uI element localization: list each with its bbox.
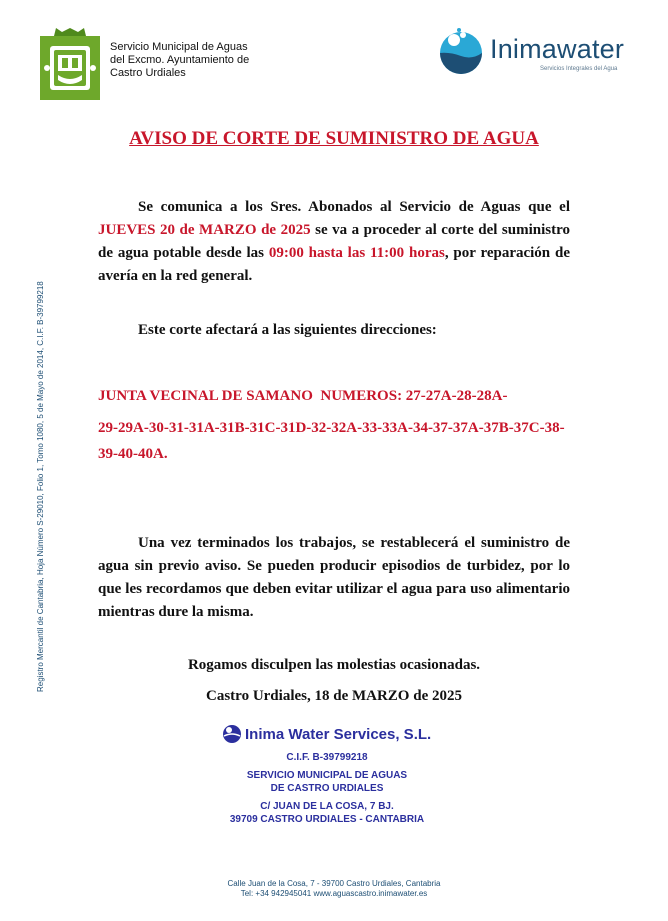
notice-title: AVISO DE CORTE DE SUMINISTRO DE AGUA	[129, 128, 539, 149]
signoff-date: Castro Urdiales, 18 de MARZO de 2025	[206, 688, 462, 704]
stamp-cif: C.I.F. B-39799218	[286, 752, 368, 763]
stamp-company-row	[222, 724, 432, 744]
wave-logo-icon	[222, 724, 242, 744]
municipal-line-3: Castro Urdiales	[110, 67, 186, 79]
brand-tagline: Servicios Integrales del Agua	[540, 66, 618, 72]
stamp-address-line-1: C/ JUAN DE LA COSA, 7 BJ.	[260, 801, 394, 812]
stamp-address-line-2: 39709 CASTRO URDIALES - CANTABRIA	[229, 814, 425, 825]
notice-paragraph-1	[98, 196, 570, 288]
stamp-org-line-1: SERVICIO MUNICIPAL DE AGUAS	[246, 770, 408, 781]
stamp-org-line-2: DE CASTRO URDIALES	[270, 783, 384, 794]
water-drop-icon	[436, 26, 486, 76]
page-footer	[0, 879, 668, 899]
municipal-line-2: del Excmo. Ayuntamiento de	[110, 54, 250, 66]
outage-time: 09:00 hasta las 11:00 horas	[268, 245, 445, 261]
registry-note: Registro Mercantil de Cantabria, Hoja Número S-29010, Folio 1, Tomo 1080, 5 de Mayo de 2014, C.I.F. B-39799218	[36, 281, 45, 692]
affected-address-line-2: 29-29A-30-31-31A-31B-31C-31D-32-32A-33-33A-34-37-37A-37B-37C-38-39-40-40A.	[98, 420, 565, 462]
p1-text-a: Se comunica a los Sres. Abonados al Servicio de Aguas que el	[138, 199, 570, 215]
p1-text-b: se va a proceder al corte del suministro de agua potable desde las	[98, 222, 571, 261]
footer-address: Calle Juan de la Cosa, 7 - 39700 Castro Urdiales, Cantabria	[227, 879, 441, 888]
stamp-company-name: Inima Water Services, S.L.	[245, 725, 432, 743]
municipal-line-1: Servicio Municipal de Aguas	[110, 41, 248, 53]
brand-name: Inimawater	[490, 34, 625, 64]
company-stamp	[222, 724, 432, 826]
p1-text-c: , por reparación de avería en la red general.	[98, 245, 570, 284]
outage-date: JUEVES 20 de MARZO de 2025	[98, 222, 311, 238]
footer-contact: Tel: +34 942945041 www.aguascastro.inimawater.es	[240, 889, 428, 898]
inimawater-brand	[436, 26, 636, 86]
municipal-header	[40, 28, 249, 100]
affected-address-line-1: JUNTA VECINAL DE SAMANO NUMEROS: 27-27A-28-28A-	[98, 388, 508, 404]
notice-paragraph-3: Una vez terminados los trabajos, se restablecerá el suministro de agua sin previo aviso. Se pueden producir episodios de turbidez, por lo que les recordamos que deben evitar utilizar el agua para uso alimentario mientras dure la misma.	[98, 535, 570, 620]
closing-apology: Rogamos disculpen las molestias ocasionadas.	[187, 657, 481, 673]
coat-of-arms-icon	[40, 28, 100, 100]
notice-paragraph-2: Este corte afectará a las siguientes direcciones:	[138, 322, 437, 338]
